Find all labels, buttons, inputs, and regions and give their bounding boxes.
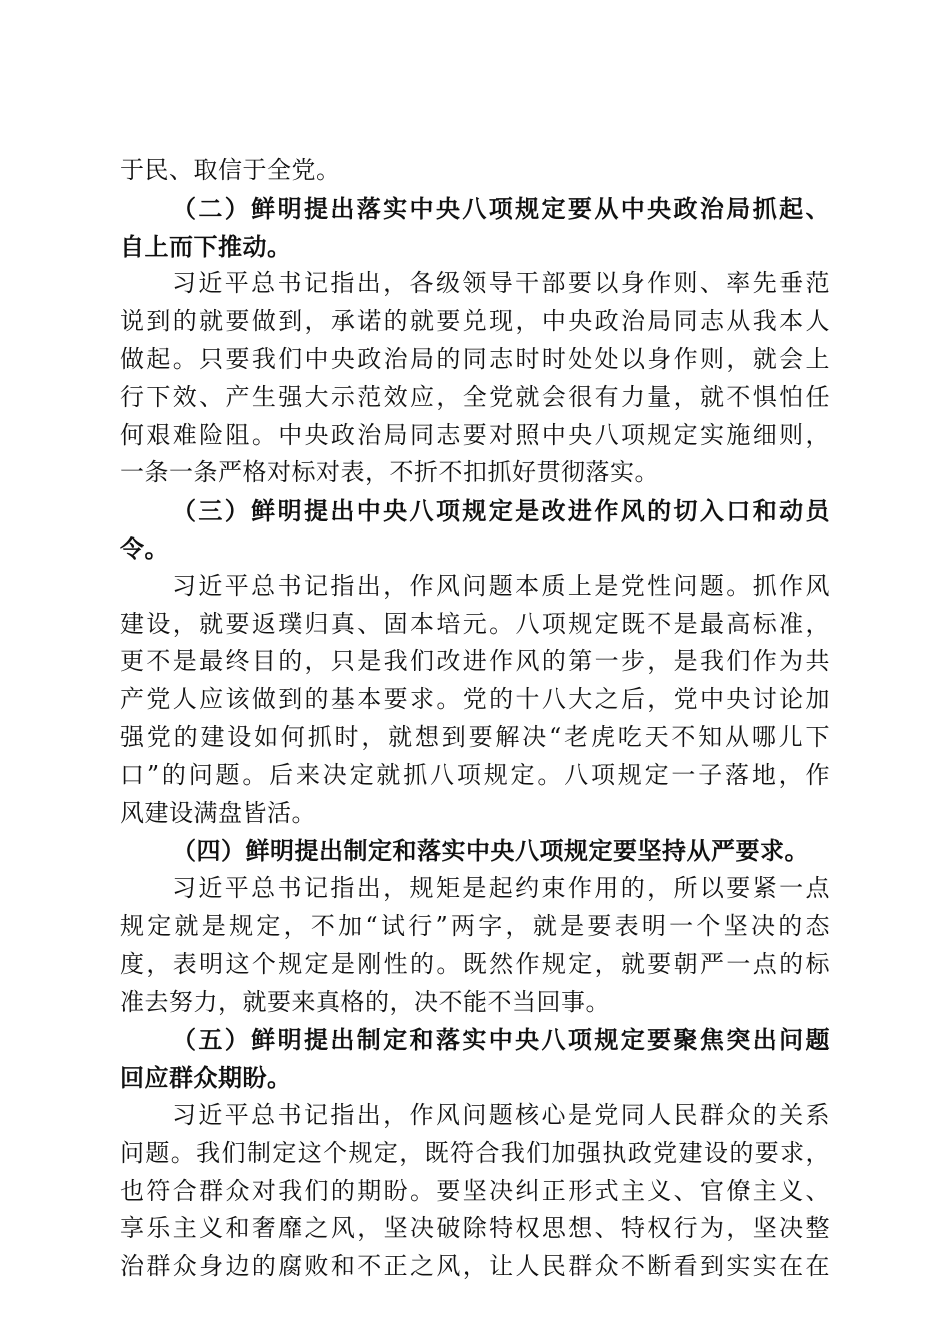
body-text-line: 习近平总书记指出，作风问题本质上是党性问题。抓作风 bbox=[172, 571, 830, 600]
body-text-line: 于民、取信于全党。 bbox=[120, 156, 341, 184]
body-text-line: 强党的建设如何抓时，就想到要解决“老虎吃天不知从哪儿下 bbox=[120, 722, 830, 751]
body-text-line: 习近平总书记指出，各级领导干部要以身作则、率先垂范 bbox=[172, 269, 830, 298]
body-text-line: 说到的就要做到，承诺的就要兑现，中央政治局同志从我本人 bbox=[120, 307, 830, 336]
section-heading-line: 自上而下推动。 bbox=[120, 231, 292, 261]
section-heading-line: （五）鲜明提出制定和落实中央八项规定要聚焦突出问题 bbox=[172, 1025, 830, 1055]
body-text-line: 度，表明这个规定是刚性的。既然作规定，就要朝严一点的标 bbox=[120, 949, 830, 978]
body-text-line: 习近平总书记指出，作风问题核心是党同人民群众的关系 bbox=[172, 1100, 830, 1129]
body-text-line: 风建设满盘皆活。 bbox=[120, 798, 316, 827]
section-heading-line: （三）鲜明提出中央八项规定是改进作风的切入口和动员 bbox=[172, 496, 830, 526]
section-heading-line: （二）鲜明提出落实中央八项规定要从中央政治局抓起、 bbox=[172, 193, 830, 223]
body-text-line: 何艰难险阻。中央政治局同志要对照中央八项规定实施细则， bbox=[120, 420, 830, 449]
body-text-line: 治群众身边的腐败和不正之风，让人民群众不断看到实实在在 bbox=[120, 1252, 830, 1281]
body-text-line: 问题。我们制定这个规定，既符合我们加强执政党建设的要求， bbox=[120, 1138, 830, 1167]
body-text-line: 行下效、产生强大示范效应，全党就会很有力量，就不惧怕任 bbox=[120, 382, 830, 411]
body-text-line: 更不是最终目的，只是我们改进作风的第一步，是我们作为共 bbox=[120, 647, 830, 676]
body-text-line: 享乐主义和奢靡之风，坚决破除特权思想、特权行为，坚决整 bbox=[120, 1214, 830, 1243]
section-heading-line: 令。 bbox=[120, 533, 169, 563]
body-text-line: 口”的问题。后来决定就抓八项规定。八项规定一子落地，作 bbox=[120, 760, 830, 789]
section-heading-line: 回应群众期盼。 bbox=[120, 1063, 292, 1093]
document-body bbox=[120, 152, 830, 1286]
body-text-line: 一条一条严格对标对表，不折不扣抓好贯彻落实。 bbox=[120, 458, 659, 487]
body-text-line: 也符合群众对我们的期盼。要坚决纠正形式主义、官僚主义、 bbox=[120, 1176, 830, 1205]
body-text-line: 产党人应该做到的基本要求。党的十八大之后，党中央讨论加 bbox=[120, 685, 830, 714]
body-text-line: 建设，就要返璞归真、固本培元。八项规定既不是最高标准， bbox=[120, 609, 830, 638]
body-text-line: 准去努力，就要来真格的，决不能不当回事。 bbox=[120, 987, 610, 1016]
section-heading-line: （四）鲜明提出制定和落实中央八项规定要坚持从严要求。 bbox=[172, 836, 809, 866]
body-text-line: 规定就是规定，不加“试行”两字，就是要表明一个坚决的态 bbox=[120, 911, 830, 940]
body-text-line: 习近平总书记指出，规矩是起约束作用的，所以要紧一点 bbox=[172, 874, 830, 903]
body-text-line: 做起。只要我们中央政治局的同志时时处处以身作则，就会上 bbox=[120, 344, 830, 373]
